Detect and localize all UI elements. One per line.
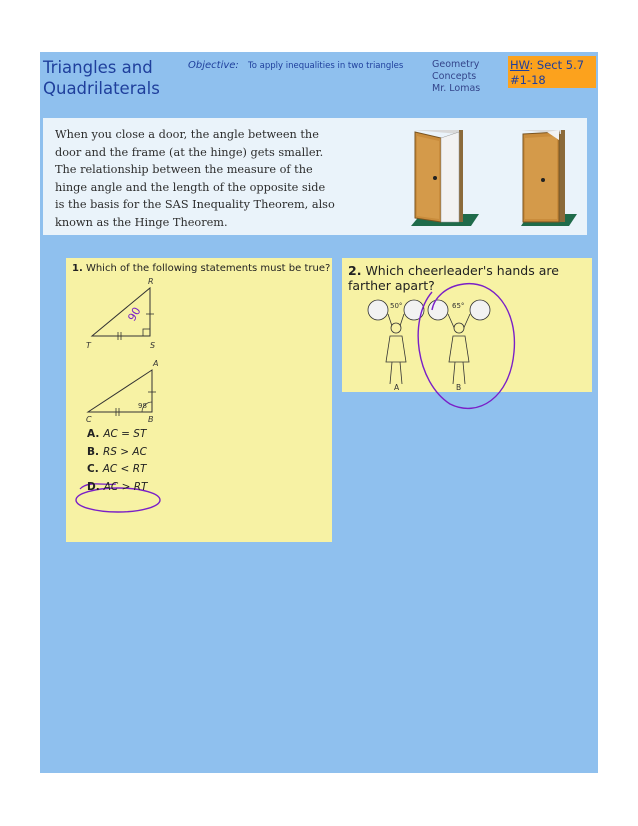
intro-line: The relationship between the measure of the bbox=[55, 163, 313, 177]
choice-a: A. AC = ST bbox=[87, 428, 147, 440]
homework-box bbox=[508, 56, 596, 88]
label-a: A bbox=[153, 359, 159, 368]
angle-b: 65° bbox=[452, 302, 465, 310]
label-c: C bbox=[86, 415, 92, 424]
choice-b: B. RS > AC bbox=[87, 445, 147, 458]
intro-text bbox=[55, 126, 355, 232]
cheerleader-diagrams bbox=[342, 258, 592, 392]
objective-label: Objective: bbox=[188, 60, 239, 71]
label-figure-b: B bbox=[456, 383, 462, 392]
intro-line: is the basis for the SAS Inequality Theorem, also bbox=[55, 198, 335, 212]
handwritten-90: 90 bbox=[125, 304, 144, 324]
angle-a: 50° bbox=[390, 302, 403, 310]
label-b: B bbox=[148, 415, 154, 424]
cheerleader-b bbox=[428, 300, 490, 384]
open-door-illustration bbox=[401, 126, 481, 230]
label-98: 98 bbox=[138, 402, 147, 410]
question-1-text: Which of the following statements must be true? bbox=[85, 263, 331, 274]
label-figure-a: A bbox=[394, 383, 400, 392]
title-line-2: Quadrilaterals bbox=[43, 79, 160, 98]
cheerleader-a bbox=[368, 300, 424, 384]
course-info bbox=[432, 59, 480, 95]
question-1-number: 1. bbox=[72, 263, 83, 274]
closed-door-illustration bbox=[513, 126, 583, 230]
title-line-1: Triangles and bbox=[43, 58, 153, 77]
course-line-1: Geometry bbox=[432, 59, 480, 70]
course-line-2: Concepts bbox=[432, 71, 477, 82]
answer-choices bbox=[87, 426, 147, 496]
label-t: T bbox=[86, 341, 91, 350]
choice-d: D. AC > RT bbox=[87, 480, 148, 493]
triangle-diagrams bbox=[66, 258, 332, 542]
hw-line-2: #1-18 bbox=[510, 73, 546, 87]
objective-text: To apply inequalities in two triangles bbox=[247, 61, 404, 71]
objective bbox=[188, 60, 403, 71]
hw-label: HW bbox=[510, 58, 530, 72]
question-1-card bbox=[66, 258, 332, 542]
question-2-text: Which cheerleader's hands are farther apart? bbox=[348, 263, 559, 293]
intro-panel bbox=[43, 118, 587, 235]
intro-line: known as the Hinge Theorem. bbox=[55, 215, 228, 229]
question-2-card bbox=[342, 258, 592, 392]
intro-line: door and the frame (at the hinge) gets smaller. bbox=[55, 145, 324, 159]
intro-line: hinge angle and the length of the opposite side bbox=[55, 180, 326, 194]
label-r: R bbox=[148, 277, 154, 286]
label-s: S bbox=[150, 341, 156, 350]
worksheet-page bbox=[40, 52, 598, 773]
hw-text: : Sect 5.7 bbox=[529, 58, 585, 72]
course-line-3: Mr. Lomas bbox=[432, 83, 481, 94]
right-angle-mark bbox=[143, 329, 150, 336]
intro-line: When you close a door, the angle between the bbox=[55, 128, 319, 141]
question-2-number: 2. bbox=[348, 263, 362, 278]
choice-c: C. AC < RT bbox=[87, 463, 147, 475]
page-title bbox=[43, 57, 160, 99]
